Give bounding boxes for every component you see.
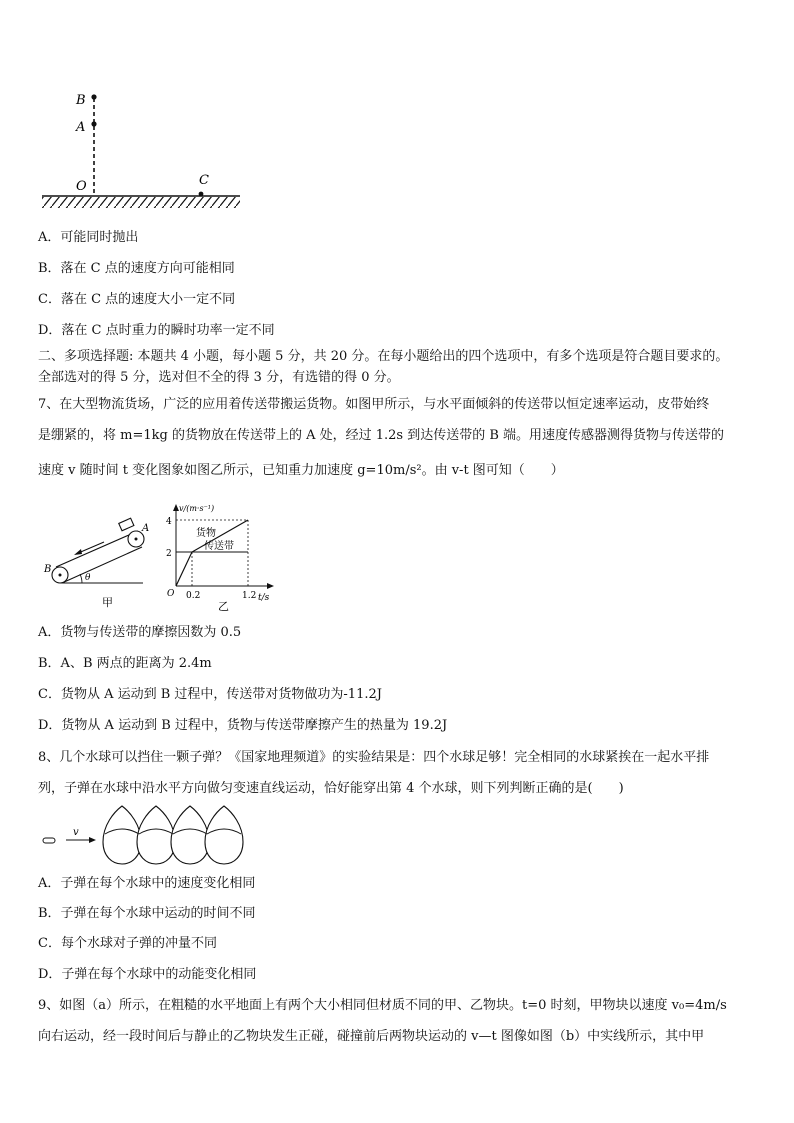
q8-option-b: B．子弹在每个水球中运动的时间不同 (38, 906, 256, 921)
q7-stem-line3: 速度 v 随时间 t 变化图象如图乙所示，已知重力加速度 g=10m/s²。由 v-t 图可知（ ） (38, 463, 564, 478)
point-c (199, 192, 204, 197)
projectile-figure (36, 86, 246, 214)
origin-label: O (167, 589, 175, 599)
point-a (91, 121, 96, 126)
q6-option-c: C．落在 C 点的速度大小一定不同 (38, 292, 236, 307)
q7-stem-line1: 7、在大型物流货场，广泛的应用着传送带搬运货物。如图甲所示，与水平面倾斜的传送带以恒定速率运动，皮带始终 (38, 397, 710, 412)
q8-stem-line2: 列，子弹在水球中沿水平方向做匀变速直线运动，恰好能穿出第 4 个水球，则下列判断正确的是( ) (38, 781, 624, 796)
bullet (43, 838, 55, 843)
q8-stem-line1: 8、几个水球可以挡住一颗子弹？《国家地理频道》的实验结果是：四个水球足够！完全相同的水球紧挨在一起水平排 (38, 750, 710, 765)
label-jia-a: A (142, 523, 150, 534)
q7-option-d: D．货物从 A 运动到 B 过程中，货物与传送带摩擦产生的热量为 19.2J (38, 718, 448, 733)
q6-option-d: D．落在 C 点时重力的瞬时功率一定不同 (38, 323, 275, 338)
cargo-box (119, 518, 134, 531)
label-jia-b: B (44, 564, 52, 575)
q8-option-d: D．子弹在每个水球中的动能变化相同 (38, 967, 257, 982)
q6-option-a: A．可能同时抛出 (38, 230, 139, 245)
cargo-label: 货物 (196, 528, 216, 539)
label-a: A (76, 120, 86, 135)
water-ball-4 (205, 806, 243, 864)
vt-graph-yi (162, 500, 282, 612)
water-ball-1 (103, 806, 141, 864)
q9-stem-line2: 向右运动，经一段时间后与静止的乙物块发生正碰，碰撞前后两物块运动的 v—t 图像如图（b）中实线所示，其中甲 (38, 1029, 705, 1044)
label-b: B (76, 93, 86, 108)
q7-stem-line2: 是绷紧的，将 m=1kg 的货物放在传送带上的 A 处，经过 1.2s 到达传送带的 B 端。用速度传感器测得货物与传送带的 (38, 428, 725, 443)
ground-hatch (42, 197, 240, 208)
caption-yi: 乙 (218, 600, 229, 612)
q6-option-b: B．落在 C 点的速度方向可能相同 (38, 261, 235, 276)
velocity-label: v (73, 827, 79, 838)
x-tick-1-2: 1.2 (242, 591, 257, 601)
water-ball-2 (137, 806, 175, 864)
label-c: C (199, 173, 209, 188)
q8-option-a: A．子弹在每个水球中的速度变化相同 (38, 876, 256, 891)
q9-stem-line1: 9、如图（a）所示，在粗糙的水平地面上有两个大小相同但材质不同的甲、乙物块。t=0 时刻，甲物块以速度 v₀=4m/s (38, 998, 727, 1013)
q7-option-a: A．货物与传送带的摩擦因数为 0.5 (38, 625, 242, 640)
label-theta: θ (85, 573, 91, 583)
belt-label: 传送带 (204, 541, 234, 552)
v-axis-label: v/(m·s⁻¹) (179, 504, 215, 513)
q7-option-b: B．A、B 两点的距离为 2.4m (38, 656, 212, 671)
q8-option-c: C．每个水球对子弹的冲量不同 (38, 936, 217, 951)
point-b (91, 94, 96, 99)
q7-option-c: C．货物从 A 运动到 B 过程中，传送带对货物做功为-11.2J (38, 687, 382, 702)
x-tick-0-2: 0.2 (186, 591, 201, 601)
caption-jia: 甲 (102, 596, 113, 609)
label-o: O (76, 179, 87, 194)
conveyor-figure-jia (38, 514, 156, 612)
y-tick-2: 2 (166, 549, 172, 559)
section2-header-line1: 二、多项选择题: 本题共 4 小题，每小题 5 分，共 20 分。在每小题给出的四个选项中，有多个选项是符合题目要求的。 (38, 349, 729, 364)
y-tick-4: 4 (166, 517, 172, 527)
water-balls-figure (40, 800, 245, 870)
section2-header-line2: 全部选对的得 5 分，选对但不全的得 3 分，有选错的得 0 分。 (38, 370, 400, 385)
water-ball-3 (171, 806, 209, 864)
t-axis-label: t/s (258, 593, 270, 603)
